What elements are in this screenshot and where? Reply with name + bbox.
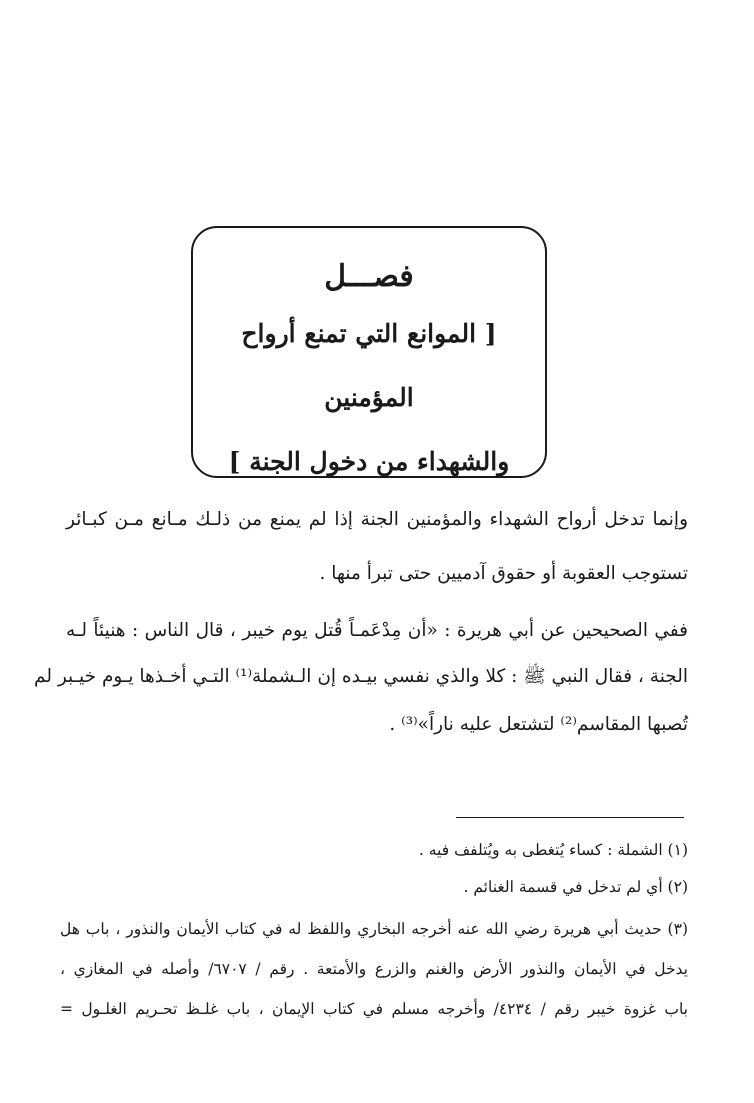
footnote-1: (١) الشملة : كساء يُتغطى به ويُتلفف فيه . xyxy=(418,841,688,859)
footnote-3-line-1: (٣) حديث أبي هريرة رضي الله عنه أخرجه البخاري واللفظ له في كتاب الأيمان والنذور ، باب هل xyxy=(60,920,688,938)
paragraph-2-line-1: ففي الصحيحين عن أبي هريرة : «أن مِدْعَمـاً قُتل يوم خيبر ، قال الناس : هنيئاً لـه xyxy=(66,620,688,641)
chapter-subtitle-line-1: [ الموانع التي تمنع أرواح المؤمنين xyxy=(241,319,497,412)
chapter-subtitle-line-2: والشهداء من دخول الجنة ] xyxy=(228,447,510,476)
paragraph-2-line-2: الجنة ، فقال النبي ﷺ : كلا والذي نفسي بيـده إن الـشملة⁽¹⁾ التـي أخـذها يـوم خيـبر لم xyxy=(34,666,688,687)
paragraph-2-line-3: تُصبها المقاسم⁽²⁾ لتشتعل عليه ناراً»⁽³⁾ . xyxy=(389,714,688,735)
paragraph-1-line-1: وإنما تدخل أرواح الشهداء والمؤمنين الجنة إذا لم يمنع من ذلـك مـانع مـن كبـائر xyxy=(66,509,688,530)
footnote-3-line-2: يدخل في الأيمان والنذور الأرض والغنم والزرع والأمتعة . رقم / ٦٧٠٧/ وأصله في المغازي ، xyxy=(60,960,688,978)
footnotes xyxy=(34,0,688,1103)
chapter-heading: فصـــل xyxy=(324,259,414,294)
footnote-3-line-3: باب غزوة خيبر رقم / ٤٢٣٤/ وأخرجه مسلم في كتاب الإيمان ، باب غلـظ تحـريم الغلـول = xyxy=(60,1000,688,1018)
footnote-2: (٢) أي لم تدخل في قسمة الغنائم . xyxy=(463,878,688,896)
paragraph-1-line-2: تستوجب العقوبة أو حقوق آدميين حتى تبرأ منها . xyxy=(319,563,688,584)
